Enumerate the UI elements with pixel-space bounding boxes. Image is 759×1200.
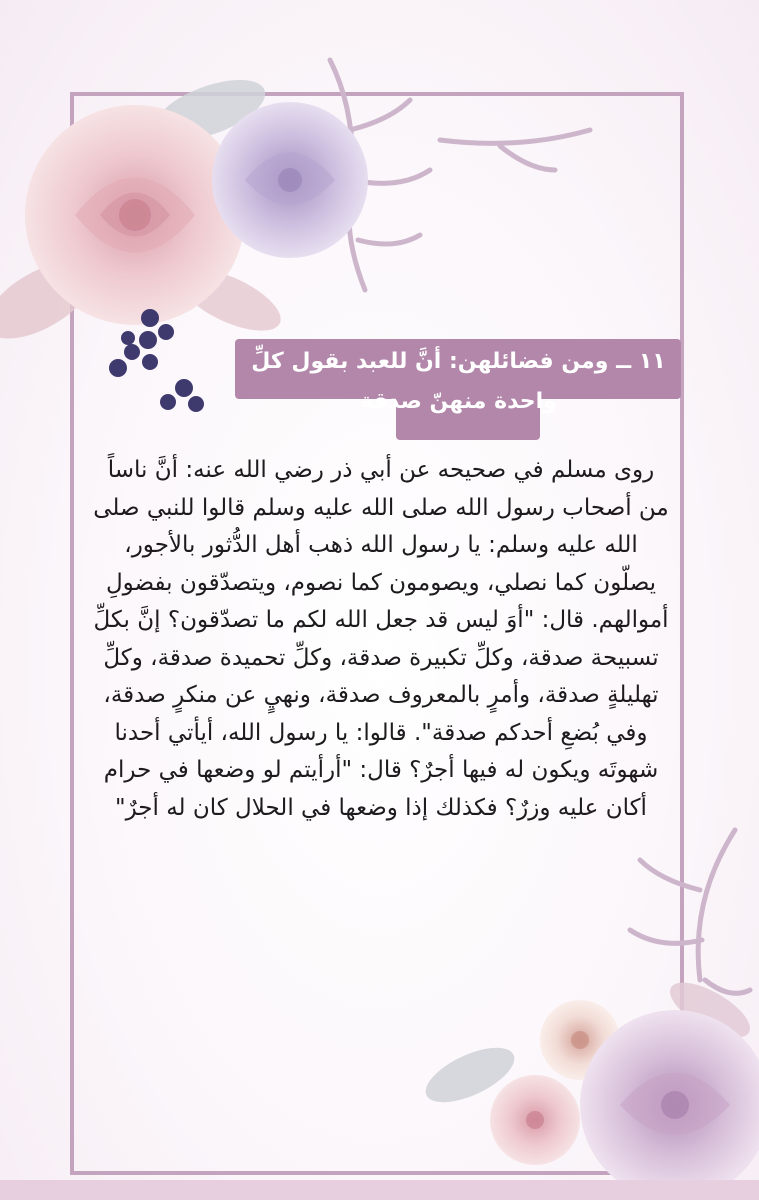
lavender-rose-icon [212,102,368,258]
coral-branch-icon [330,60,590,290]
berries-icon [109,309,204,412]
coral-branch-icon [630,830,750,993]
hadith-text: روى مسلم في صحيحه عن أبي ذر رضي الله عنه: أنَّ ناساً من أصحاب رسول الله صلى الله عليه وسلم قالوا للنبي صلى الله عليه وسلم: يا رسول الله ذهب أهل الدُّثور بالأجور، يصلّون كما نصلي، ويصومون كما نصوم، ويتصدّقون بفضولِ أموالهم. قال: "أوَ ليس قد جعل الله لكم ما تصدّقون؟ إنَّ بكلِّ تسبيحة صدقة، وكلِّ تكبيرة صدقة، وكلِّ تحميدة صدقة، وكلِّ تهليلةٍ صدقة، وأمرٍ بالمعروف صدقة، ونهيٍ عن منكرٍ صدقة، وفي بُضعِ أحدكم صدقة". قالوا: يا رسول الله، أيأتي أحدنا شهوتَه ويكون له فيها أجرٌ؟ قال: "أرأيتم لو وضعها في حرام أكان عليه وزرٌ؟ فكذلك إذا وضعها في الحلال كان له أجرٌ" [93,457,669,821]
section-title: ١١ ــ ومن فضائلهن: أنَّ للعبد بقول كلِّ واحدة منهنّ صدقة [251,349,666,414]
pink-rose-icon [490,1075,580,1165]
bottom-strip [0,1180,759,1200]
pink-rose-icon [25,105,245,325]
